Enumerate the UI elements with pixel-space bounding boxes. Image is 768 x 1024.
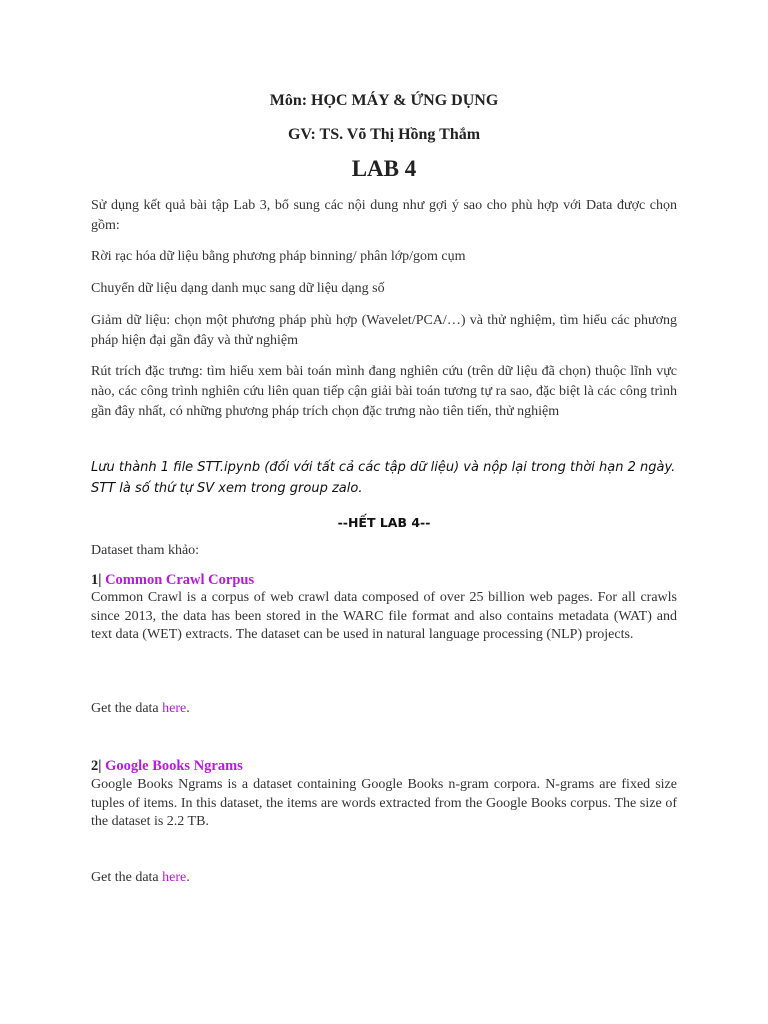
dataset-2-heading [91, 758, 243, 775]
course-subject: Môn: HỌC MÁY & ỨNG DỤNG [269, 92, 499, 109]
dataset-2-get-data [91, 870, 190, 886]
course-teacher: GV: TS. Võ Thị Hồng Thắm [287, 126, 481, 143]
submission-note: Lưu thành 1 file STT.ipynb (đối với tất cả các tập dữ liệu) và nộp lại trong thời hạn 2 ngày. STT là số thứ tự SV xem trong group zalo. [91, 460, 676, 496]
dataset-1-description: Common Crawl is a corpus of web crawl data composed of over 25 billion web pages. For all crawls since 2013, the data has been stored in the WARC file format and also contains metadata (WAT) and text data (WET) extracts. The dataset can be used in natural language processing (NLP) projects. [91, 590, 677, 642]
task-discretization: Rời rạc hóa dữ liệu bằng phương pháp binning/ phân lớp/gom cụm [91, 249, 466, 264]
end-marker: --HẾT LAB 4-- [337, 515, 431, 530]
dataset-1-heading [91, 572, 254, 589]
dataset-2-number: 2| [91, 758, 102, 774]
dataset-2-title[interactable]: Google Books Ngrams [105, 758, 243, 774]
task-feature-extraction: Rút trích đặc trưng: tìm hiểu xem bài toán mình đang nghiên cứu (trên dữ liệu đã chọn) thuộc lĩnh vực nào, các công trình nghiên cứu liên quan tiếp cận giải bài toán tương tự ra sao, đặc biệt là các công trình gần đây nhất, có những phương pháp trích chọn đặc trưng nào tiên tiến, thử nghiệm [91, 364, 677, 419]
dataset-2-here-link[interactable]: here [162, 870, 187, 885]
dataset-1-number: 1| [91, 572, 102, 588]
get-data-label: Get the data [91, 701, 159, 716]
dataset-heading: Dataset tham khảo: [91, 543, 200, 558]
intro-paragraph: Sử dụng kết quả bài tập Lab 3, bổ sung các nội dung như gợi ý sao cho phù hợp với Data được chọn gồm: [91, 198, 677, 233]
dataset-2-description: Google Books Ngrams is a dataset containing Google Books n-gram corpora. N-grams are fixed size tuples of items. In this dataset, the items are words extracted from the Google Books corpus. The size of the dataset is 2.2 TB. [91, 777, 677, 829]
get-data-period: . [186, 870, 190, 885]
dataset-1-title[interactable]: Common Crawl Corpus [105, 572, 255, 588]
dataset-1-get-data [91, 701, 190, 717]
lab-title: LAB 4 [351, 156, 417, 181]
get-data-period: . [186, 701, 190, 716]
task-data-reduction: Giảm dữ liệu: chọn một phương pháp phù hợp (Wavelet/PCA/…) và thử nghiệm, tìm hiểu các phương pháp hiện đại gần đây và thử nghiệm [91, 313, 677, 348]
get-data-label: Get the data [91, 870, 159, 885]
dataset-1-here-link[interactable]: here [162, 701, 187, 716]
task-categorical-conversion: Chuyển dữ liệu dạng danh mục sang dữ liệu dạng số [91, 281, 385, 296]
